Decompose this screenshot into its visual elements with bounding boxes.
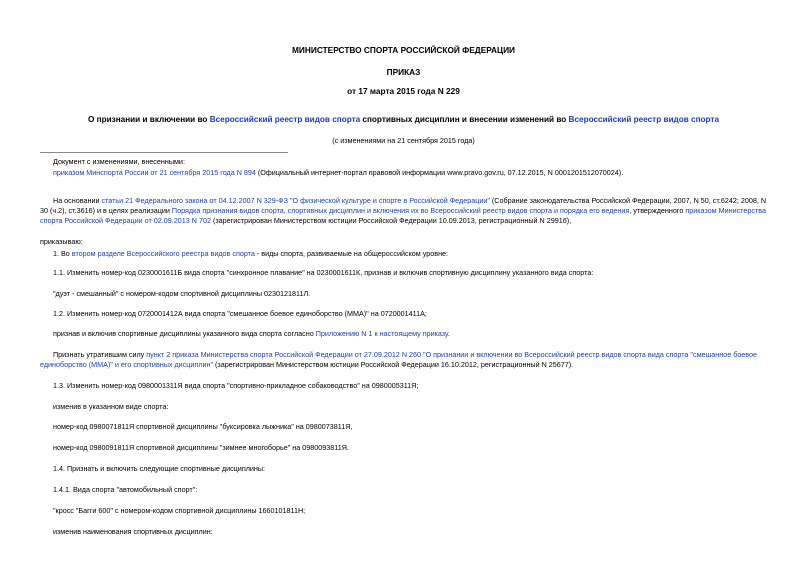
void-line-1 [53, 350, 757, 359]
ministry-order-link-cont[interactable]: спорта Российской Федерации от 02.09.2013 N 702 [40, 216, 211, 225]
para-1-4-1-b: изменив наименования спортивных дисциплин: [53, 527, 213, 536]
preamble-text: На основании [53, 196, 102, 205]
amendment-text: (Официальный интернет-портал правовой информации www.pravo.gov.ru, 07.12.2015, N 0001201512070024). [255, 168, 624, 177]
para-1-1-sub: "дуэт - смешанный" с номером-кодом спортивной дисциплины 0230121811Л. [53, 289, 311, 298]
document-title [0, 115, 807, 124]
void-order-link[interactable]: пункт 2 приказа Министерства спорта Российской Федерации от 27.09.2012 N 260 "О признании и включении во Всероссийский реестр видов спорта вида спорта "смешанное боевое [146, 350, 758, 359]
preamble-text: , утвержденного [629, 206, 686, 215]
para-1-4-1-a: "кросс "Багги 600" с номером-кодом спортивной дисциплины 1660101811Н; [53, 506, 306, 515]
para-text: . [447, 329, 450, 338]
procedure-link[interactable]: Порядка признания видов спорта, спортивных дисциплин и включения их во Всероссийский реестр видов спорта и порядка его ведения [171, 206, 630, 215]
title-link-registry-1[interactable]: Всероссийский реестр видов спорта [209, 115, 361, 124]
preamble-text: (Собрание законодательства Российской Федерации, 2007, N 50, ст.6242; 2008, N [489, 196, 767, 205]
preamble-text: (зарегистрирован Министерством юстиции Российской Федерации 10.09.2013, регистрационный N 29916), [210, 216, 572, 225]
para-1-1: 1.1. Изменить номер-код 0230001611Б вида спорта "синхронное плавание" на 0230001611К, признав и включив спортивную дисциплину указанного вида спорта: [53, 268, 594, 277]
para-1-3-sub: изменив в указанном виде спорта: [53, 402, 169, 411]
preamble-line-1 [53, 196, 766, 205]
divider [40, 152, 288, 153]
para-1-3-a: номер-код 0980071811Я спортивной дисциплины "буксировка лыжника" на 0980073811Я, [53, 422, 353, 431]
para-text: (зарегистрирован Министерством юстиции Российской Федерации 16.10.2012, регистрационный N 25677). [213, 360, 574, 369]
preamble-text: 30 (ч.2), ст.3616) и в целях реализации [40, 206, 172, 215]
para-1-2: 1.2. Изменить номер-код 0720001412А вида спорта "смешанное боевое единоборство (ММА)" на 0720001411А; [53, 309, 427, 318]
para-1-3: 1.3. Изменить номер-код 0980001311Я вида спорта "спортивно-прикладное собаководство" на 0980005311Я; [53, 381, 419, 390]
law-link[interactable]: статьи 21 Федерального закона от 04.12.2007 N 329-ФЗ "О физической культуре и спорте в Российской Федерации" [101, 196, 490, 205]
para-1 [53, 249, 448, 258]
void-line-2 [40, 360, 573, 369]
revision-note: (с изменениями на 21 сентября 2015 года) [332, 136, 475, 145]
amendment-link[interactable]: приказом Минспорта России от 21 сентября 2015 года N 894 [53, 168, 256, 177]
para-text: признав и включив спортивные дисциплины указанного вида спорта согласно [53, 329, 316, 338]
para-1-4: 1.4. Признать и включить следующие спортивные дисциплины: [53, 464, 266, 473]
registry-section-link[interactable]: втором разделе Всероссийского реестра видов спорта [71, 249, 255, 258]
para-1-4-1: 1.4.1. Вида спорта "автомобильный спорт": [53, 485, 198, 494]
appendix-link[interactable]: Приложению N 1 к настоящему приказу [315, 329, 448, 338]
date-number-heading: от 17 марта 2015 года N 229 [347, 86, 460, 96]
amendments-line [53, 168, 623, 177]
ministry-heading: МИНИСТЕРСТВО СПОРТА РОССИЙСКОЙ ФЕДЕРАЦИИ [291, 45, 516, 55]
amendments-label: Документ с изменениями, внесенными: [53, 157, 185, 166]
ministry-order-link[interactable]: приказом Министерства [685, 206, 767, 215]
para-text: 1. Во [53, 249, 72, 258]
preamble-line-2 [40, 206, 766, 215]
title-text-2: спортивных дисциплин и внесении изменений во [360, 115, 569, 124]
para-1-2-sub [53, 329, 450, 338]
para-text: - виды спорта, развиваемые на общероссийском уровне: [254, 249, 449, 258]
void-order-link-cont[interactable]: единоборство (ММА)" и его спортивных дисциплин" [40, 360, 214, 369]
order-word: приказываю: [40, 237, 83, 246]
title-link-registry-2[interactable]: Всероссийский реестр видов спорта [568, 115, 719, 124]
para-text: Признать утратившим силу [53, 350, 147, 359]
para-1-3-b: номер-код 0980091811Я спортивной дисциплины "зимнее многоборье" на 0980093811Я. [53, 443, 349, 452]
preamble-line-3 [40, 216, 571, 225]
doc-type-heading: ПРИКАЗ [386, 67, 421, 77]
title-text-1: О признании и включении во [88, 115, 210, 124]
